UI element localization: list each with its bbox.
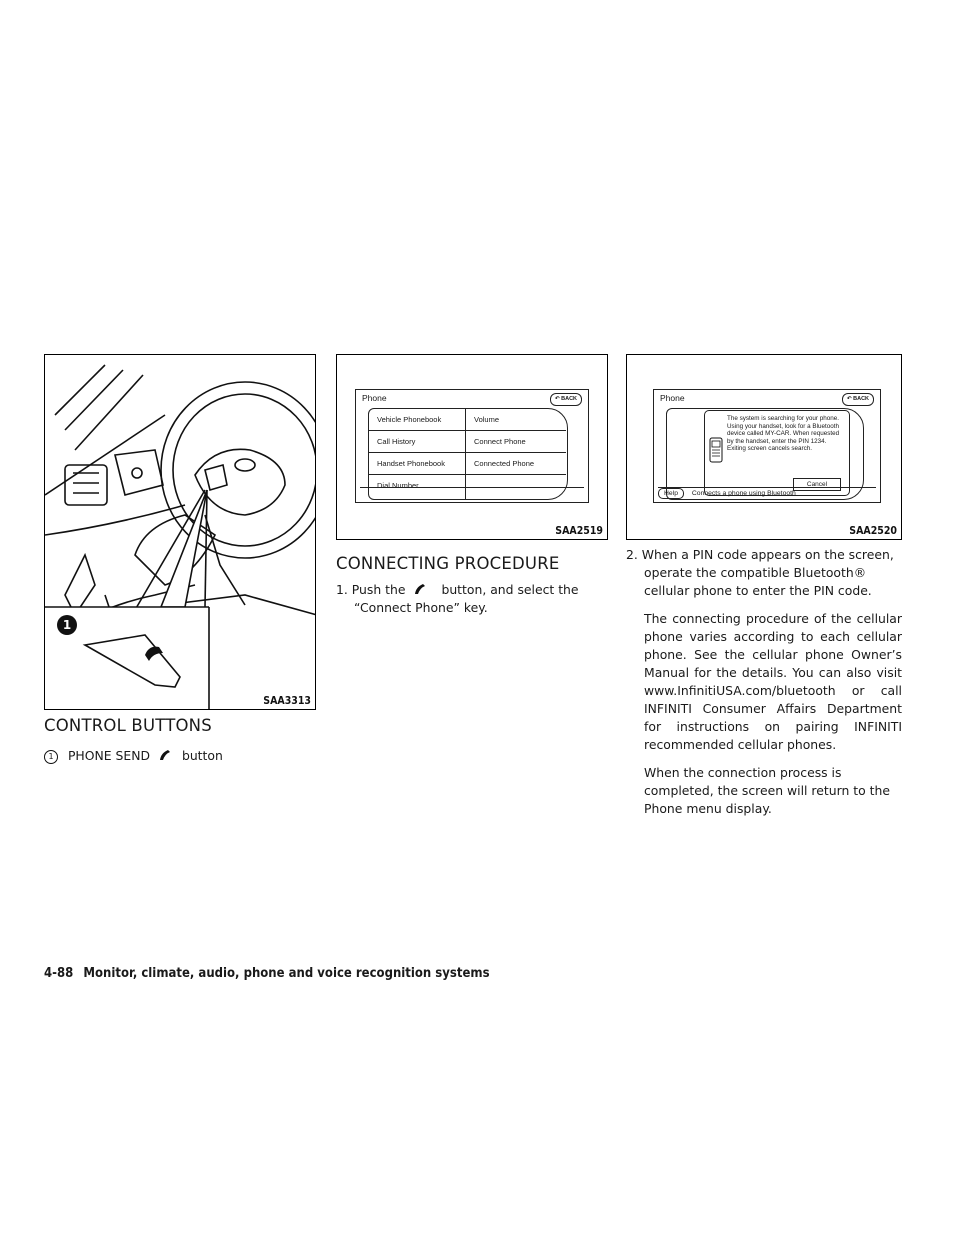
phone-send-icon [158, 748, 174, 762]
back-button[interactable]: ↶ BACK [550, 393, 582, 406]
menu-item-vehicle-phonebook[interactable]: Vehicle Phonebook [369, 409, 465, 431]
screen-status-bar [360, 487, 584, 500]
menu-item-volume[interactable]: Volume [466, 409, 566, 431]
phone-menu-figure [336, 354, 608, 540]
menu-item-call-history[interactable]: Call History [369, 431, 465, 453]
completion-note: When the connection process is completed, the screen will return to the Phone menu display. [644, 765, 890, 816]
help-button[interactable]: Help [658, 488, 684, 499]
help-text: Connects a phone using Bluetooth [691, 490, 796, 497]
column-control-buttons [44, 354, 316, 765]
step-2: 2. When a PIN code appears on the screen, operate the compatible Bluetooth® cellular phone to enter the PIN code. [626, 547, 894, 598]
phone-menu-screen [355, 389, 589, 503]
control-item [44, 747, 316, 765]
search-dialog [704, 410, 850, 496]
menu-item-connected-phone[interactable]: Connected Phone [466, 453, 566, 475]
help-bar [658, 487, 876, 500]
menu-item-dial-number[interactable]: Dial Number [377, 481, 419, 490]
menu-item-connect-phone[interactable]: Connect Phone [466, 431, 566, 453]
screen-title: Phone [660, 393, 685, 403]
figure-code: SAA2520 [849, 525, 897, 537]
section-heading: CONTROL BUTTONS [44, 716, 212, 735]
bluetooth-search-figure [626, 354, 902, 540]
cancel-button[interactable]: Cancel [793, 478, 841, 491]
page-footer [44, 966, 490, 981]
control-item-label: PHONE SEND [67, 748, 151, 763]
section-heading: CONNECTING PROCEDURE [336, 554, 560, 573]
section-title: Monitor, climate, audio, phone and voice recognition systems [83, 966, 490, 981]
step-1: 1. Push the button, and select the “Connect Phone” key. [336, 582, 579, 615]
steering-wheel-illustration [45, 355, 316, 710]
steering-wheel-figure [44, 354, 316, 710]
phone-handset-icon [709, 437, 723, 463]
page-number: 4-88 [44, 966, 74, 981]
figure-code: SAA3313 [263, 695, 311, 707]
control-item-suffix: button [181, 748, 223, 763]
callout-number-badge: 1 [57, 615, 77, 635]
dialog-message: The system is searching for your phone. Using your handset, look for a Bluetooth device called MY-CAR. When requested by the handset, enter the PIN 1234. Exiting screen cancels search. [727, 415, 840, 453]
phone-send-icon [413, 582, 429, 596]
column-connecting-procedure [336, 354, 608, 617]
screen-title: Phone [362, 393, 387, 403]
pairing-instructions: The connecting procedure of the cellular phone varies according to each cellular phone. See the cellular phone Owner’s Manual for the details. You can also visit www.InfinitiUSA.com/bluetooth or call INFINITI Consumer Affairs Department for instructions on pairing INFINITI recommended cellular phones. [644, 611, 902, 752]
callout-number-small: 1 [44, 750, 58, 764]
menu-item-handset-phonebook[interactable]: Handset Phonebook [369, 453, 465, 475]
back-button[interactable]: ↶ BACK [842, 393, 874, 406]
figure-code: SAA2519 [555, 525, 603, 537]
bluetooth-search-screen [653, 389, 881, 503]
column-pin-code [626, 354, 902, 818]
